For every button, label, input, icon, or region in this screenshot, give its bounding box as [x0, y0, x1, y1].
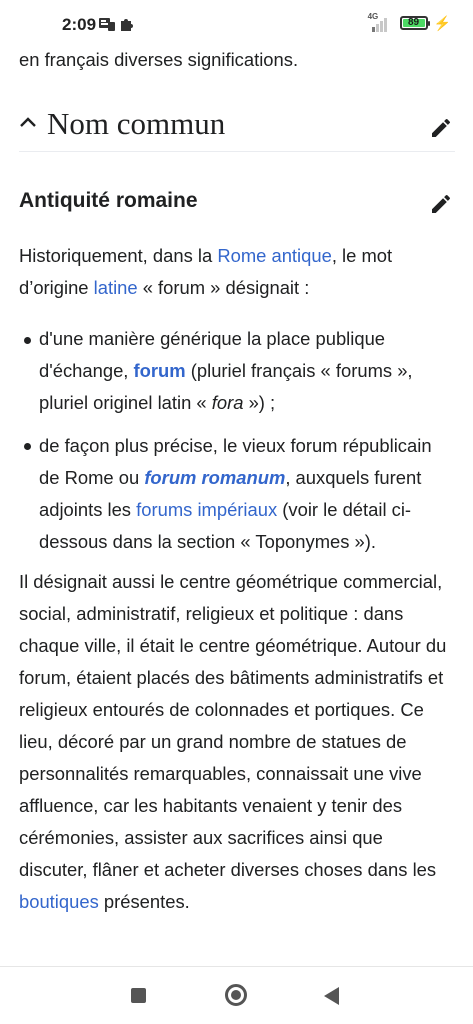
- battery-level: 89: [408, 17, 420, 28]
- link-rome-antique[interactable]: Rome antique: [217, 245, 332, 266]
- status-time: 2:09: [62, 15, 97, 34]
- signal-icon: [368, 14, 394, 32]
- recents-button[interactable]: [131, 988, 146, 1003]
- list-item: de façon plus précise, le vieux forum républicain de Rome ou forum romanum, auxquels furent adjoints les forums impériaux (voir le détail ci-dessous dans la section « Toponymes »).: [39, 435, 432, 552]
- subsection-title: Antiquité romaine: [19, 189, 198, 212]
- back-button[interactable]: [324, 987, 339, 1005]
- system-nav-bar: [0, 966, 473, 1024]
- charging-icon: ⚡: [433, 14, 451, 31]
- bullet-marker: [24, 443, 31, 450]
- link-boutiques[interactable]: boutiques: [19, 891, 99, 912]
- puzzle-icon: [119, 17, 134, 37]
- link-forums-imperiaux[interactable]: forums impériaux: [136, 499, 278, 520]
- section-title: Nom commun: [47, 106, 226, 141]
- link-latine[interactable]: latine: [93, 277, 138, 298]
- link-forum[interactable]: forum: [133, 360, 186, 381]
- section-header[interactable]: [19, 104, 455, 152]
- notification-icon: [99, 17, 115, 36]
- intro-text: en français diverses significations.: [19, 49, 299, 70]
- network-type: 4G: [367, 12, 379, 21]
- edit-subsection-icon[interactable]: [429, 192, 453, 221]
- edit-section-icon[interactable]: [429, 116, 453, 145]
- link-forum-romanum[interactable]: forum romanum: [144, 467, 286, 488]
- battery-icon: [400, 16, 428, 30]
- list-item: d'une manière générique la place publique d'échange, forum (pluriel français « forums », pluriel originel latin « fora ») ;: [39, 328, 413, 413]
- bullet-marker: [24, 337, 31, 344]
- collapse-chevron-icon[interactable]: [19, 115, 37, 133]
- home-button[interactable]: [225, 984, 247, 1006]
- status-bar: [0, 0, 473, 46]
- battery-level-fill: [403, 19, 425, 27]
- paragraph-2: Il désignait aussi le centre géométrique commercial, social, administratif, religieux et politique : dans chaque ville, il était le centre géométrique. Autour du forum, étaient placés des bâtiments administratifs et religieux entourés de colonnades et portiques. Ce lieu, décoré par un grand nombre de statues de personnalités remarquables, connaissait une vive affluence, car les habitants venaient y tenir des cérémonies, assister aux sacrifices ainsi que discuter, flâner et acheter diverses choses dans les boutiques présentes.: [19, 571, 447, 912]
- paragraph-1: Historiquement, dans la Rome antique, le mot d’origine latine « forum » désignait :: [19, 245, 393, 298]
